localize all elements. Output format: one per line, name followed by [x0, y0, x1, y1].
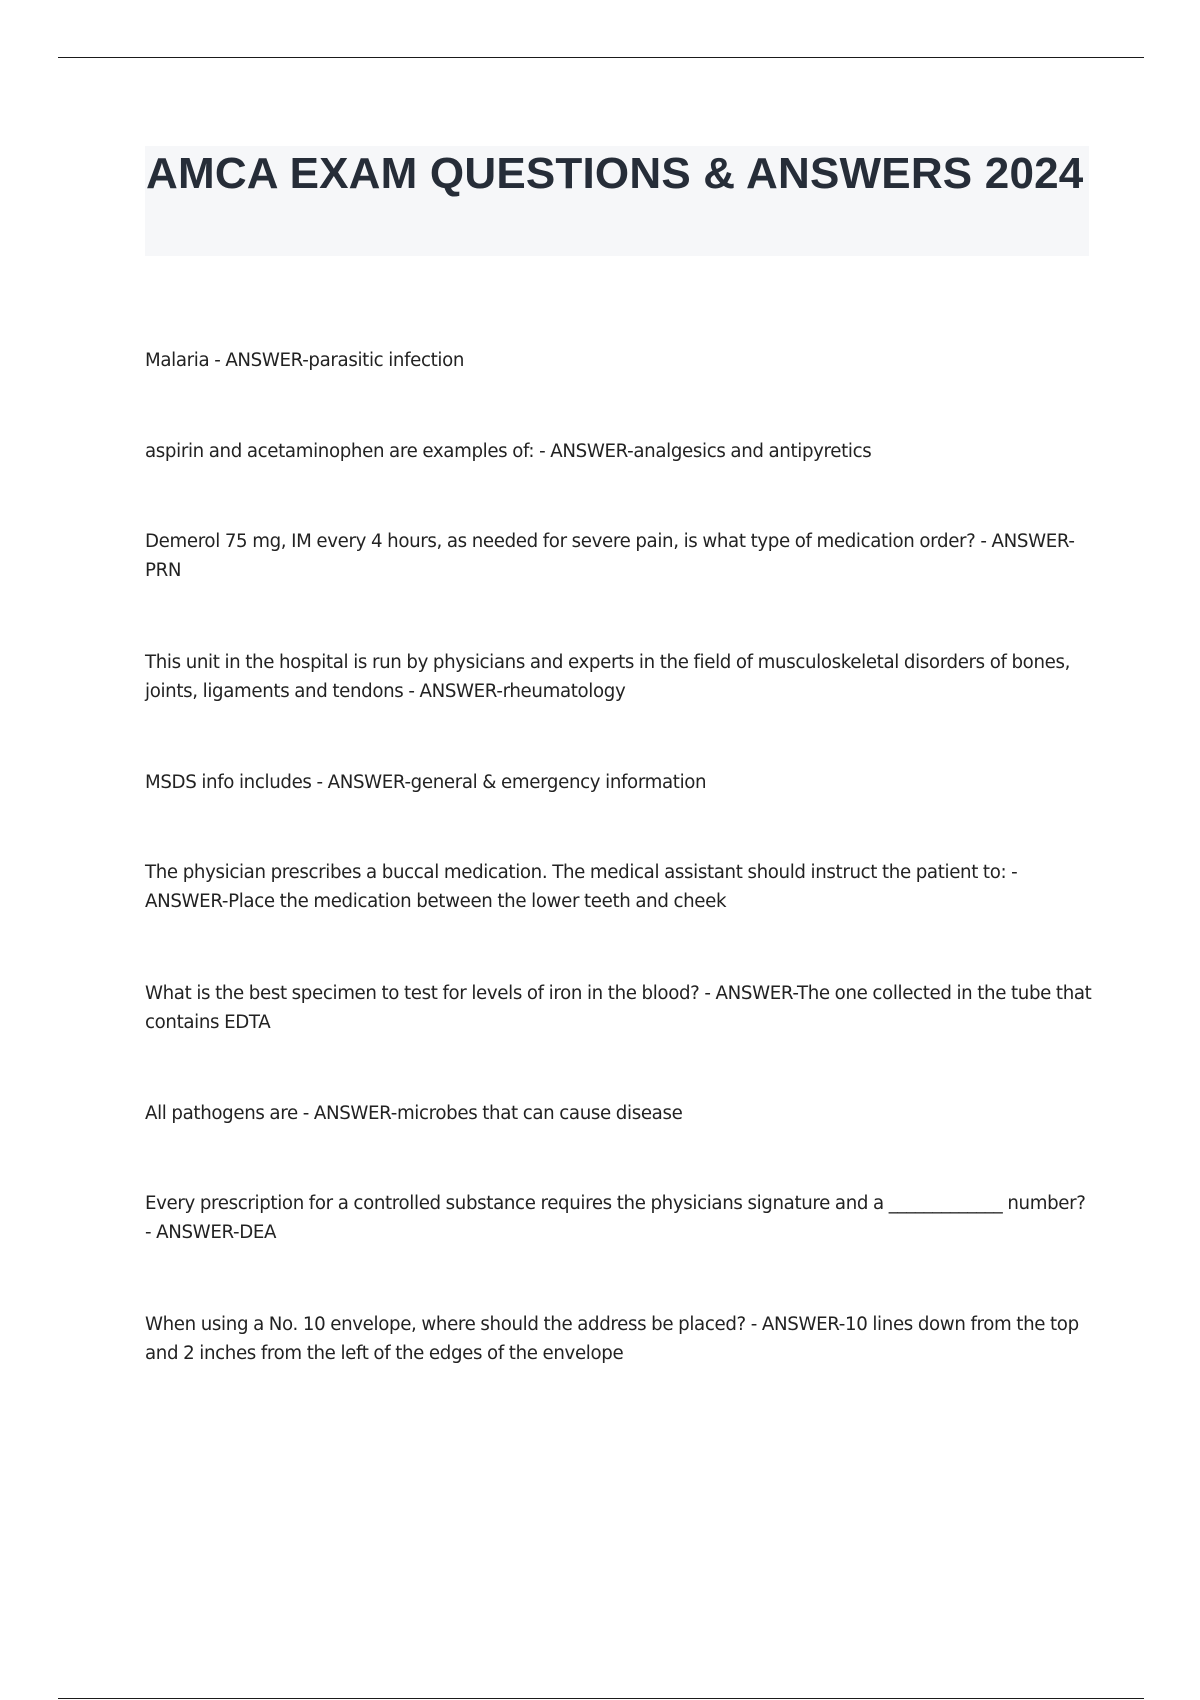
qa-item: Demerol 75 mg, IM every 4 hours, as needed for severe pain, is what type of medication order? - ANSWER-PRN	[145, 531, 1075, 581]
qa-item: MSDS info includes - ANSWER-general & emergency information	[145, 772, 707, 793]
top-rule	[58, 57, 1144, 58]
qa-item: Malaria - ANSWER-parasitic infection	[145, 350, 465, 371]
qa-item: This unit in the hospital is run by physicians and experts in the field of musculoskeletal disorders of bones, joints, ligaments and tendons - ANSWER-rheumatology	[145, 652, 1071, 702]
qa-item: The physician prescribes a buccal medication. The medical assistant should instruct the patient to: - ANSWER-Place the medication between the lower teeth and cheek	[145, 862, 1018, 912]
bottom-rule	[58, 1698, 1144, 1699]
qa-item: Every prescription for a controlled substance requires the physicians signature and a _____________ number? - ANSWER-DEA	[145, 1193, 1086, 1243]
title-block	[145, 146, 1089, 256]
qa-item: When using a No. 10 envelope, where should the address be placed? - ANSWER-10 lines down from the top and 2 inches from the left of the edges of the envelope	[145, 1314, 1079, 1364]
qa-item: aspirin and acetaminophen are examples of: - ANSWER-analgesics and antipyretics	[145, 441, 872, 462]
qa-item: What is the best specimen to test for levels of iron in the blood? - ANSWER-The one collected in the tube that contains EDTA	[145, 983, 1092, 1033]
qa-item: All pathogens are - ANSWER-microbes that can cause disease	[145, 1103, 683, 1124]
document-title: AMCA EXAM QUESTIONS & ANSWERS 2024	[146, 149, 1084, 198]
